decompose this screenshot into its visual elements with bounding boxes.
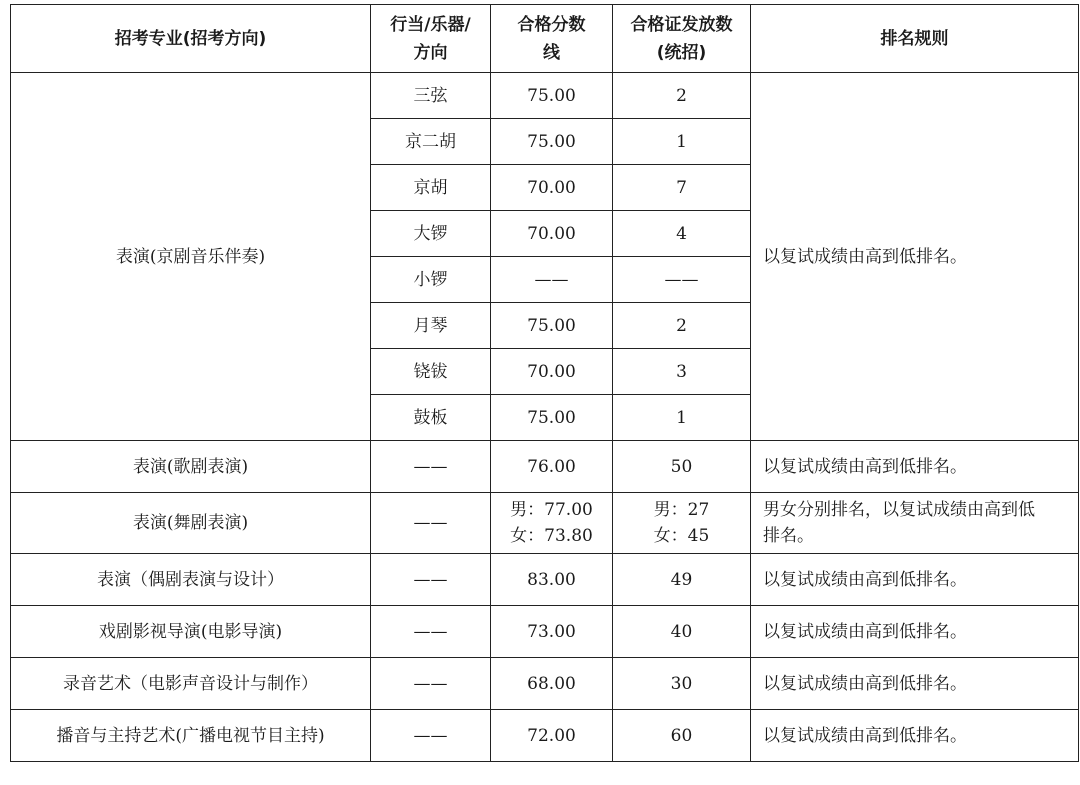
rule-cell: 以复试成绩由高到低排名。 xyxy=(751,441,1079,493)
rule-cell: 以复试成绩由高到低排名。 xyxy=(751,710,1079,762)
certs-cell: —— xyxy=(613,257,751,303)
instrument-cell: 鼓板 xyxy=(371,395,491,441)
certs-cell: 2 xyxy=(613,73,751,119)
certs-cell: 50 xyxy=(613,441,751,493)
table-row xyxy=(11,441,1079,493)
header-instrument xyxy=(371,5,491,73)
score-cell: —— xyxy=(491,257,613,303)
instrument-cell: 月琴 xyxy=(371,303,491,349)
instrument-cell: 三弦 xyxy=(371,73,491,119)
score-cell: 75.00 xyxy=(491,303,613,349)
major-cell: 表演(舞剧表演) xyxy=(11,493,371,554)
score-cell: 70.00 xyxy=(491,211,613,257)
instrument-cell: —— xyxy=(371,493,491,554)
certs-female: 女：45 xyxy=(653,526,710,546)
header-major: 招考专业(招考方向) xyxy=(11,5,371,73)
group-major-cell: 表演(京剧音乐伴奏) xyxy=(11,73,371,441)
instrument-cell: 小锣 xyxy=(371,257,491,303)
header-score-line2: 线 xyxy=(543,42,560,63)
header-certs-line2: (统招) xyxy=(656,42,707,63)
instrument-cell: 京二胡 xyxy=(371,119,491,165)
instrument-cell: 大锣 xyxy=(371,211,491,257)
score-cell: 76.00 xyxy=(491,441,613,493)
certs-cell: 30 xyxy=(613,658,751,710)
instrument-cell: 铙钹 xyxy=(371,349,491,395)
score-female: 女：73.80 xyxy=(510,526,593,546)
instrument-cell: —— xyxy=(371,710,491,762)
instrument-cell: 京胡 xyxy=(371,165,491,211)
rule-cell: 以复试成绩由高到低排名。 xyxy=(751,658,1079,710)
table-row xyxy=(11,554,1079,606)
major-cell: 表演（偶剧表演与设计） xyxy=(11,554,371,606)
table-row xyxy=(11,606,1079,658)
major-cell: 戏剧影视导演(电影导演) xyxy=(11,606,371,658)
certs-cell xyxy=(613,493,751,554)
major-cell: 表演(歌剧表演) xyxy=(11,441,371,493)
admission-score-table xyxy=(10,4,1079,762)
score-male: 男：77.00 xyxy=(510,500,593,520)
certs-cell: 2 xyxy=(613,303,751,349)
score-cell: 70.00 xyxy=(491,165,613,211)
rule-line1: 男女分别排名，以复试成绩由高到低 xyxy=(763,500,1035,520)
instrument-cell: —— xyxy=(371,554,491,606)
header-rule: 排名规则 xyxy=(751,5,1079,73)
rule-cell: 以复试成绩由高到低排名。 xyxy=(751,554,1079,606)
certs-cell: 3 xyxy=(613,349,751,395)
score-cell: 70.00 xyxy=(491,349,613,395)
certs-male: 男：27 xyxy=(653,500,710,520)
header-score-line1: 合格分数 xyxy=(517,14,586,35)
certs-cell: 60 xyxy=(613,710,751,762)
score-cell xyxy=(491,493,613,554)
table-row xyxy=(11,658,1079,710)
certs-cell: 49 xyxy=(613,554,751,606)
header-instrument-line2: 方向 xyxy=(413,42,448,63)
table-row xyxy=(11,710,1079,762)
instrument-cell: —— xyxy=(371,441,491,493)
header-row xyxy=(11,5,1079,73)
instrument-cell: —— xyxy=(371,658,491,710)
score-cell: 72.00 xyxy=(491,710,613,762)
major-cell: 播音与主持艺术(广播电视节目主持) xyxy=(11,710,371,762)
rule-cell xyxy=(751,493,1079,554)
score-cell: 75.00 xyxy=(491,73,613,119)
score-cell: 73.00 xyxy=(491,606,613,658)
certs-cell: 1 xyxy=(613,119,751,165)
header-score xyxy=(491,5,613,73)
certs-cell: 1 xyxy=(613,395,751,441)
rule-line2: 排名。 xyxy=(763,526,814,546)
score-cell: 75.00 xyxy=(491,119,613,165)
score-cell: 83.00 xyxy=(491,554,613,606)
table-row xyxy=(11,493,1079,554)
instrument-cell: —— xyxy=(371,606,491,658)
major-cell: 录音艺术（电影声音设计与制作） xyxy=(11,658,371,710)
certs-cell: 4 xyxy=(613,211,751,257)
header-certs-line1: 合格证发放数 xyxy=(630,14,733,35)
header-certs xyxy=(613,5,751,73)
header-instrument-line1: 行当/乐器/ xyxy=(390,14,471,35)
score-cell: 75.00 xyxy=(491,395,613,441)
certs-cell: 7 xyxy=(613,165,751,211)
rule-cell: 以复试成绩由高到低排名。 xyxy=(751,606,1079,658)
certs-cell: 40 xyxy=(613,606,751,658)
group-rule-cell: 以复试成绩由高到低排名。 xyxy=(751,73,1079,441)
table-row xyxy=(11,73,1079,119)
score-cell: 68.00 xyxy=(491,658,613,710)
